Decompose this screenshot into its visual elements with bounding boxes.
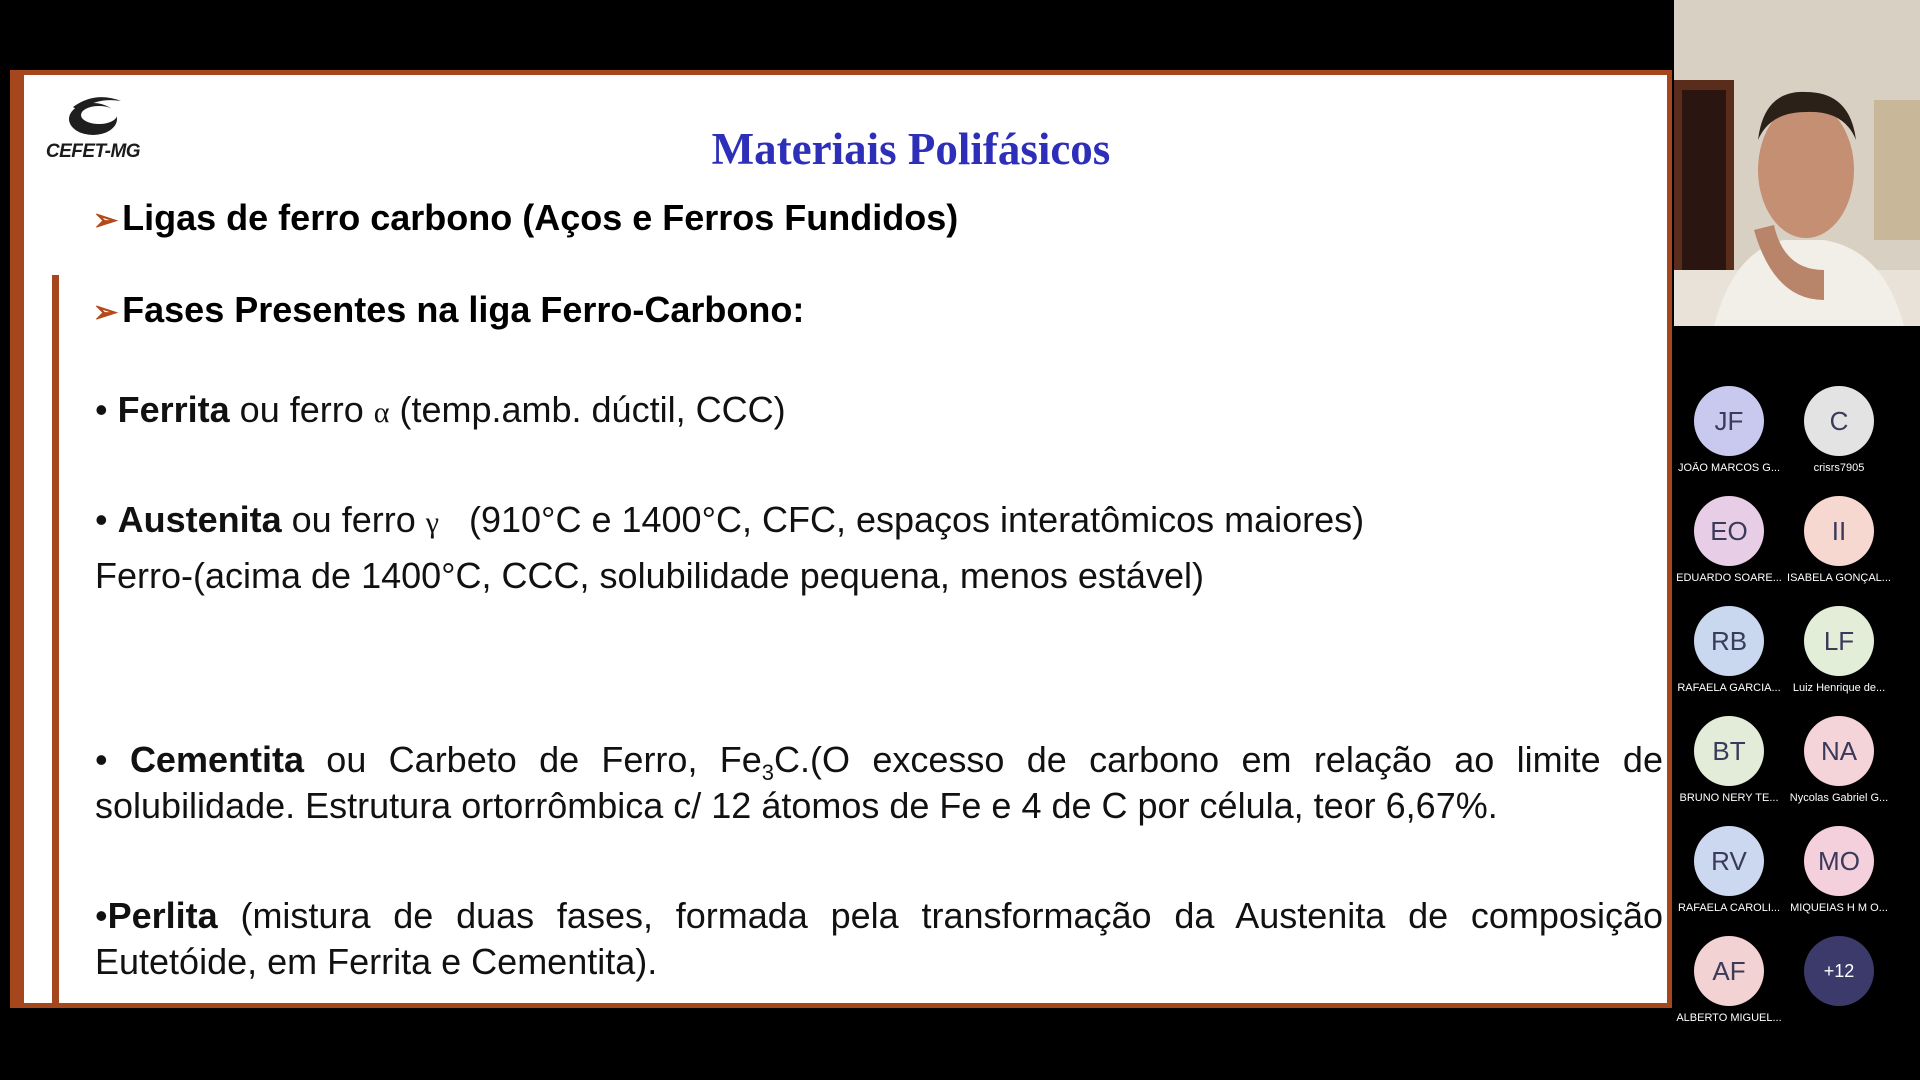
heading-fases-text: Fases Presentes na liga Ferro-Carbono: [122, 289, 805, 330]
participant-tile[interactable] [1674, 606, 1784, 706]
austenita-desc: (910°C e 1400°C, CFC, espaços interatômicos maiores) [439, 499, 1365, 540]
bullet: • [95, 389, 108, 430]
more-participants-button[interactable] [1784, 936, 1894, 1036]
presentation-slide [10, 70, 1672, 1008]
participant-tile[interactable] [1784, 606, 1894, 706]
ferrita-term: Ferrita [117, 389, 230, 430]
austenita-text: ou ferro [281, 499, 426, 540]
perlita-desc: (mistura de duas fases, formada pela transformação da Austenita de composição Eutetóide, em Ferrita e Cementita). [95, 895, 1663, 982]
ferrita-text: ou ferro [229, 389, 374, 430]
ferrita-desc: (temp.amb. dúctil, CCC) [389, 389, 786, 430]
participant-name: JOÃO MARCOS G... [1677, 462, 1781, 474]
participant-tile[interactable] [1674, 496, 1784, 596]
bullet: • [95, 739, 108, 780]
avatar: C [1804, 386, 1874, 456]
avatar: AF [1694, 936, 1764, 1006]
more-participants-badge: +12 [1804, 936, 1874, 1006]
cementita-item [95, 737, 1663, 829]
participant-name: Luiz Henrique de... [1792, 682, 1886, 694]
ferrita-item [95, 387, 1663, 436]
participant-name: BRUNO NERY TE... [1679, 792, 1779, 804]
ferro-delta-line: Ferro-(acima de 1400°C, CCC, solubilidade pequena, menos estável) [95, 555, 1204, 596]
austenita-term: Austenita [117, 499, 282, 540]
participant-name: Nycolas Gabriel G... [1789, 792, 1889, 804]
avatar: EO [1694, 496, 1764, 566]
slide-title: Materiais Polifásicos [711, 124, 1111, 174]
participant-name: ALBERTO MIGUEL... [1676, 1012, 1782, 1024]
participant-name: EDUARDO SOARE... [1676, 572, 1782, 584]
avatar: LF [1804, 606, 1874, 676]
participant-tile[interactable] [1674, 716, 1784, 816]
participant-name: RAFAELA GARCIA... [1677, 682, 1781, 694]
content-accent-bar [52, 275, 59, 1008]
slide-accent-bar [10, 75, 24, 1003]
participant-tile[interactable] [1784, 496, 1894, 596]
cementita-text: ou Carbeto de Ferro, Fe [303, 739, 762, 780]
participant-name: MIQUEIAS H M O... [1790, 902, 1888, 914]
bullet: • [95, 499, 108, 540]
participant-tile[interactable] [1784, 716, 1894, 816]
participant-name: crisrs7905 [1813, 462, 1865, 474]
austenita-item [95, 497, 1663, 546]
participant-tile[interactable] [1784, 826, 1894, 926]
arrow-bullet-icon: ➢ [93, 296, 119, 329]
subscript-3: 3 [761, 760, 775, 786]
bullet: • [95, 895, 108, 936]
participant-name: RAFAELA CAROLI... [1677, 902, 1781, 914]
avatar: RV [1694, 826, 1764, 896]
perlita-item [95, 893, 1663, 985]
avatar: MO [1804, 826, 1874, 896]
avatar: JF [1694, 386, 1764, 456]
gamma-symbol: γ [425, 506, 439, 539]
perlita-term: Perlita [107, 895, 218, 936]
arrow-bullet-icon: ➢ [93, 204, 119, 237]
alpha-symbol: α [373, 396, 390, 429]
avatar: BT [1694, 716, 1764, 786]
speaker-video-frame [1674, 0, 1920, 326]
participant-tile[interactable] [1784, 386, 1894, 486]
avatar: II [1804, 496, 1874, 566]
logo-text: CEFET-MG [45, 141, 141, 162]
participant-tile[interactable] [1674, 826, 1784, 926]
heading-ligas-text: Ligas de ferro carbono (Aços e Ferros Fundidos) [122, 197, 959, 238]
avatar: RB [1694, 606, 1764, 676]
participant-tile[interactable] [1674, 386, 1784, 486]
heading-fases [93, 289, 804, 331]
participant-name: ISABELA GONÇAL... [1787, 572, 1891, 584]
cementita-term: Cementita [129, 739, 304, 780]
cementita-desc: C.(O excesso de carbono em relação ao limite de solubilidade. Estrutura ortorrômbica c/ 12 átomos de Fe e 4 de C por célula, teor 6,67%. [95, 739, 1663, 826]
heading-ligas [93, 197, 958, 239]
participant-tile[interactable] [1674, 936, 1784, 1036]
avatar: NA [1804, 716, 1874, 786]
speaker-video[interactable] [1674, 0, 1920, 326]
